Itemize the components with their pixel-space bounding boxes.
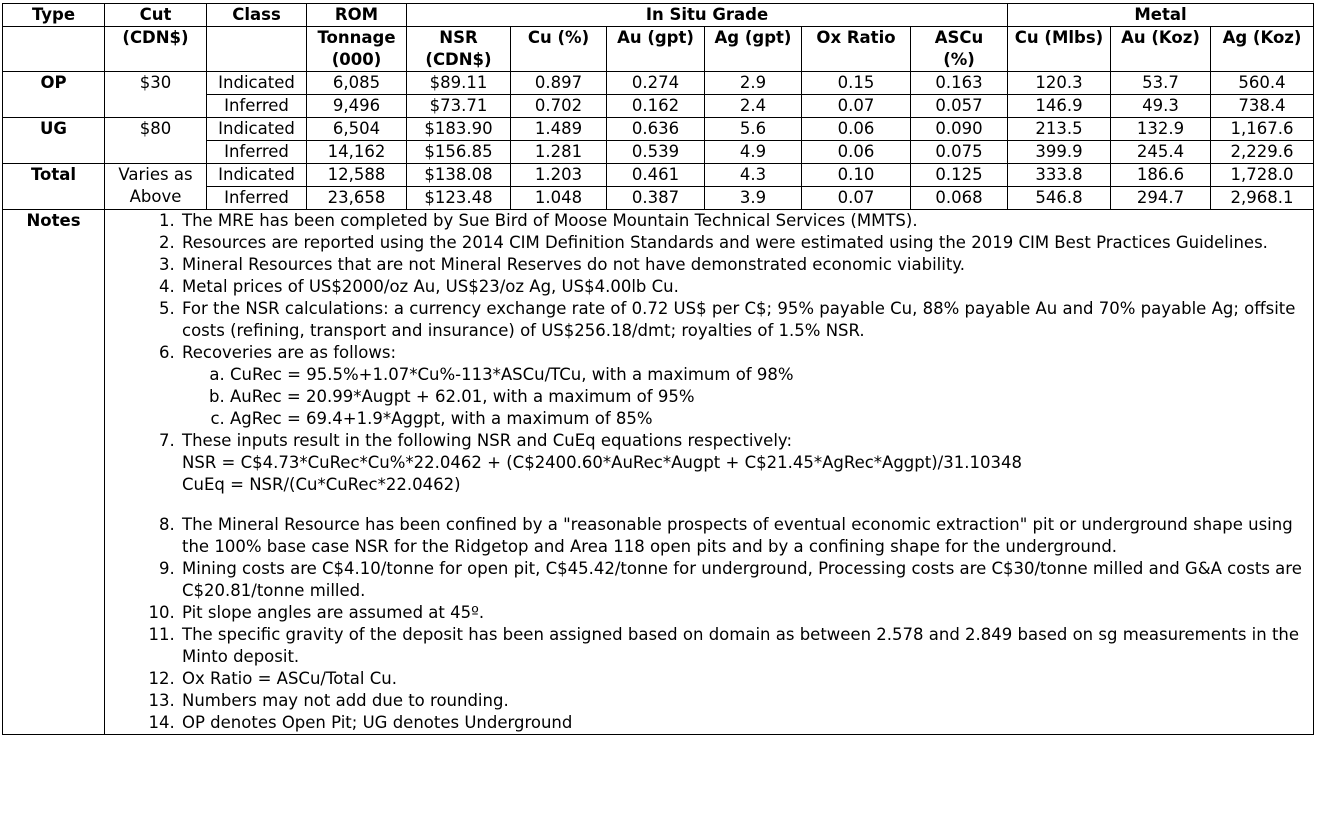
header-cu-mlbs: Cu (Mlbs)	[1008, 27, 1111, 72]
cu-cell: 0.702	[511, 95, 607, 118]
ox-cell: 0.10	[802, 164, 911, 187]
tonnage-cell: 9,496	[307, 95, 407, 118]
table-row	[3, 164, 1314, 187]
ag-cell: 5.6	[705, 118, 802, 141]
header-in-situ-grade: In Situ Grade	[407, 4, 1008, 27]
header-rom: ROM	[307, 4, 407, 27]
au-cell: 0.274	[607, 72, 705, 95]
notes-row	[3, 210, 1314, 735]
cut-op: $30	[105, 72, 207, 118]
header-class-blank	[207, 27, 307, 72]
cu-mlbs-cell: 546.8	[1008, 187, 1111, 210]
au-koz-cell: 294.7	[1111, 187, 1211, 210]
tonnage-cell: 6,085	[307, 72, 407, 95]
header-ag-koz: Ag (Koz)	[1211, 27, 1314, 72]
note-item: 5. For the NSR calculations: a currency exchange rate of 0.72 US$ per C$; 95% payable Cu, 88% payable Au and 70% payable Ag; offsite costs (refining, transport and insurance) of US$256.18/dmt; royalties of 1.5% NSR.	[180, 298, 1310, 342]
note-item: 14. OP denotes Open Pit; UG denotes Underground	[180, 712, 1310, 734]
type-ug: UG	[3, 118, 105, 164]
au-cell: 0.461	[607, 164, 705, 187]
au-koz-cell: 186.6	[1111, 164, 1211, 187]
class-cell: Indicated	[207, 118, 307, 141]
cu-cell: 1.048	[511, 187, 607, 210]
cut-ug: $80	[105, 118, 207, 164]
cu-mlbs-cell: 146.9	[1008, 95, 1111, 118]
ascu-cell: 0.075	[911, 141, 1008, 164]
header-nsr: NSR (CDN$)	[407, 27, 511, 72]
tonnage-cell: 14,162	[307, 141, 407, 164]
ag-cell: 4.9	[705, 141, 802, 164]
ag-koz-cell: 738.4	[1211, 95, 1314, 118]
ag-koz-cell: 1,167.6	[1211, 118, 1314, 141]
header-tonnage: Tonnage (000)	[307, 27, 407, 72]
au-koz-cell: 53.7	[1111, 72, 1211, 95]
class-cell: Inferred	[207, 95, 307, 118]
au-cell: 0.636	[607, 118, 705, 141]
note-item: 13. Numbers may not add due to rounding.	[180, 690, 1310, 712]
class-cell: Inferred	[207, 187, 307, 210]
cu-cell: 1.203	[511, 164, 607, 187]
note-item: 12. Ox Ratio = ASCu/Total Cu.	[180, 668, 1310, 690]
header-type: Type	[3, 4, 105, 27]
table-row	[3, 72, 1314, 95]
ag-cell: 4.3	[705, 164, 802, 187]
notes-list	[108, 210, 1310, 734]
cut-total: Varies as Above	[105, 164, 207, 210]
ag-koz-cell: 2,968.1	[1211, 187, 1314, 210]
ox-cell: 0.07	[802, 187, 911, 210]
tonnage-cell: 23,658	[307, 187, 407, 210]
ox-cell: 0.06	[802, 141, 911, 164]
au-koz-cell: 245.4	[1111, 141, 1211, 164]
mineral-resource-table	[2, 3, 1314, 735]
type-total: Total	[3, 164, 105, 210]
note-item: 11. The specific gravity of the deposit has been assigned based on domain as between 2.578 and 2.849 based on sg measurements in the Minto deposit.	[180, 624, 1310, 668]
note-recoveries-title: Recoveries are as follows:	[182, 343, 397, 362]
header-cut-unit: (CDN$)	[105, 27, 207, 72]
header-type-blank	[3, 27, 105, 72]
header-ox-ratio: Ox Ratio	[802, 27, 911, 72]
au-koz-cell: 132.9	[1111, 118, 1211, 141]
ag-cell: 2.4	[705, 95, 802, 118]
ag-koz-cell: 1,728.0	[1211, 164, 1314, 187]
nsr-cell: $138.08	[407, 164, 511, 187]
cu-cell: 1.281	[511, 141, 607, 164]
ox-cell: 0.06	[802, 118, 911, 141]
note-equations-title: 7. These inputs result in the following NSR and CuEq equations respectively:	[182, 431, 793, 450]
ox-cell: 0.15	[802, 72, 911, 95]
class-cell: Indicated	[207, 72, 307, 95]
ascu-cell: 0.090	[911, 118, 1008, 141]
ag-koz-cell: 2,229.6	[1211, 141, 1314, 164]
cu-mlbs-cell: 120.3	[1008, 72, 1111, 95]
notes-content	[105, 210, 1314, 735]
note-item: 8. The Mineral Resource has been confined by a "reasonable prospects of eventual economic extraction" pit or underground shape using the 100% base case NSR for the Ridgetop and Area 118 open pits and by a confining shape for the underground.	[180, 514, 1310, 558]
nsr-equation: NSR = C$4.73*CuRec*Cu%*22.0462 + (C$2400.60*AuRec*Augpt + C$21.45*AgRec*Aggpt)/31.10348	[182, 453, 1022, 472]
class-cell: Indicated	[207, 164, 307, 187]
nsr-cell: $183.90	[407, 118, 511, 141]
header-au: Au (gpt)	[607, 27, 705, 72]
note-item: 1. The MRE has been completed by Sue Bird of Moose Mountain Technical Services (MMTS).	[180, 210, 1310, 232]
ascu-cell: 0.125	[911, 164, 1008, 187]
cu-cell: 0.897	[511, 72, 607, 95]
cu-mlbs-cell: 213.5	[1008, 118, 1111, 141]
au-cell: 0.387	[607, 187, 705, 210]
recovery-item: c. AgRec = 69.4+1.9*Aggpt, with a maximum of 85%	[230, 408, 1310, 430]
header-ag: Ag (gpt)	[705, 27, 802, 72]
au-cell: 0.162	[607, 95, 705, 118]
header-cut: Cut	[105, 4, 207, 27]
header-ascu: ASCu (%)	[911, 27, 1008, 72]
cu-mlbs-cell: 399.9	[1008, 141, 1111, 164]
note-item	[180, 430, 1310, 514]
tonnage-cell: 6,504	[307, 118, 407, 141]
ascu-cell: 0.163	[911, 72, 1008, 95]
type-op: OP	[3, 72, 105, 118]
ox-cell: 0.07	[802, 95, 911, 118]
note-item: 3. Mineral Resources that are not Mineral Reserves do not have demonstrated economic viability.	[180, 254, 1310, 276]
nsr-cell: $156.85	[407, 141, 511, 164]
recovery-item: b. AuRec = 20.99*Augpt + 62.01, with a maximum of 95%	[230, 386, 1310, 408]
recoveries-list	[182, 364, 1310, 430]
header-au-koz: Au (Koz)	[1111, 27, 1211, 72]
header-row-sub	[3, 27, 1314, 72]
ascu-cell: 0.068	[911, 187, 1008, 210]
note-item: 9. Mining costs are C$4.10/tonne for open pit, C$45.42/tonne for underground, Processing costs are C$30/tonne milled and G&A costs are C$20.81/tonne milled.	[180, 558, 1310, 602]
note-item: 10. Pit slope angles are assumed at 45º.	[180, 602, 1310, 624]
note-item	[180, 342, 1310, 430]
nsr-cell: $73.71	[407, 95, 511, 118]
ag-cell: 3.9	[705, 187, 802, 210]
nsr-cell: $123.48	[407, 187, 511, 210]
header-metal: Metal	[1008, 4, 1314, 27]
class-cell: Inferred	[207, 141, 307, 164]
ag-cell: 2.9	[705, 72, 802, 95]
ag-koz-cell: 560.4	[1211, 72, 1314, 95]
cu-mlbs-cell: 333.8	[1008, 164, 1111, 187]
header-cu: Cu (%)	[511, 27, 607, 72]
table-row	[3, 118, 1314, 141]
au-koz-cell: 49.3	[1111, 95, 1211, 118]
note-item: 4. Metal prices of US$2000/oz Au, US$23/oz Ag, US$4.00lb Cu.	[180, 276, 1310, 298]
recovery-item: a. CuRec = 95.5%+1.07*Cu%-113*ASCu/TCu, with a maximum of 98%	[230, 364, 1310, 386]
note-item: 2. Resources are reported using the 2014 CIM Definition Standards and were estimated using the 2019 CIM Best Practices Guidelines.	[180, 232, 1310, 254]
nsr-cell: $89.11	[407, 72, 511, 95]
au-cell: 0.539	[607, 141, 705, 164]
header-row-top	[3, 4, 1314, 27]
cueq-equation: CuEq = NSR/(Cu*CuRec*22.0462)	[182, 475, 461, 494]
header-class: Class	[207, 4, 307, 27]
tonnage-cell: 12,588	[307, 164, 407, 187]
notes-label: Notes	[3, 210, 105, 735]
cu-cell: 1.489	[511, 118, 607, 141]
ascu-cell: 0.057	[911, 95, 1008, 118]
